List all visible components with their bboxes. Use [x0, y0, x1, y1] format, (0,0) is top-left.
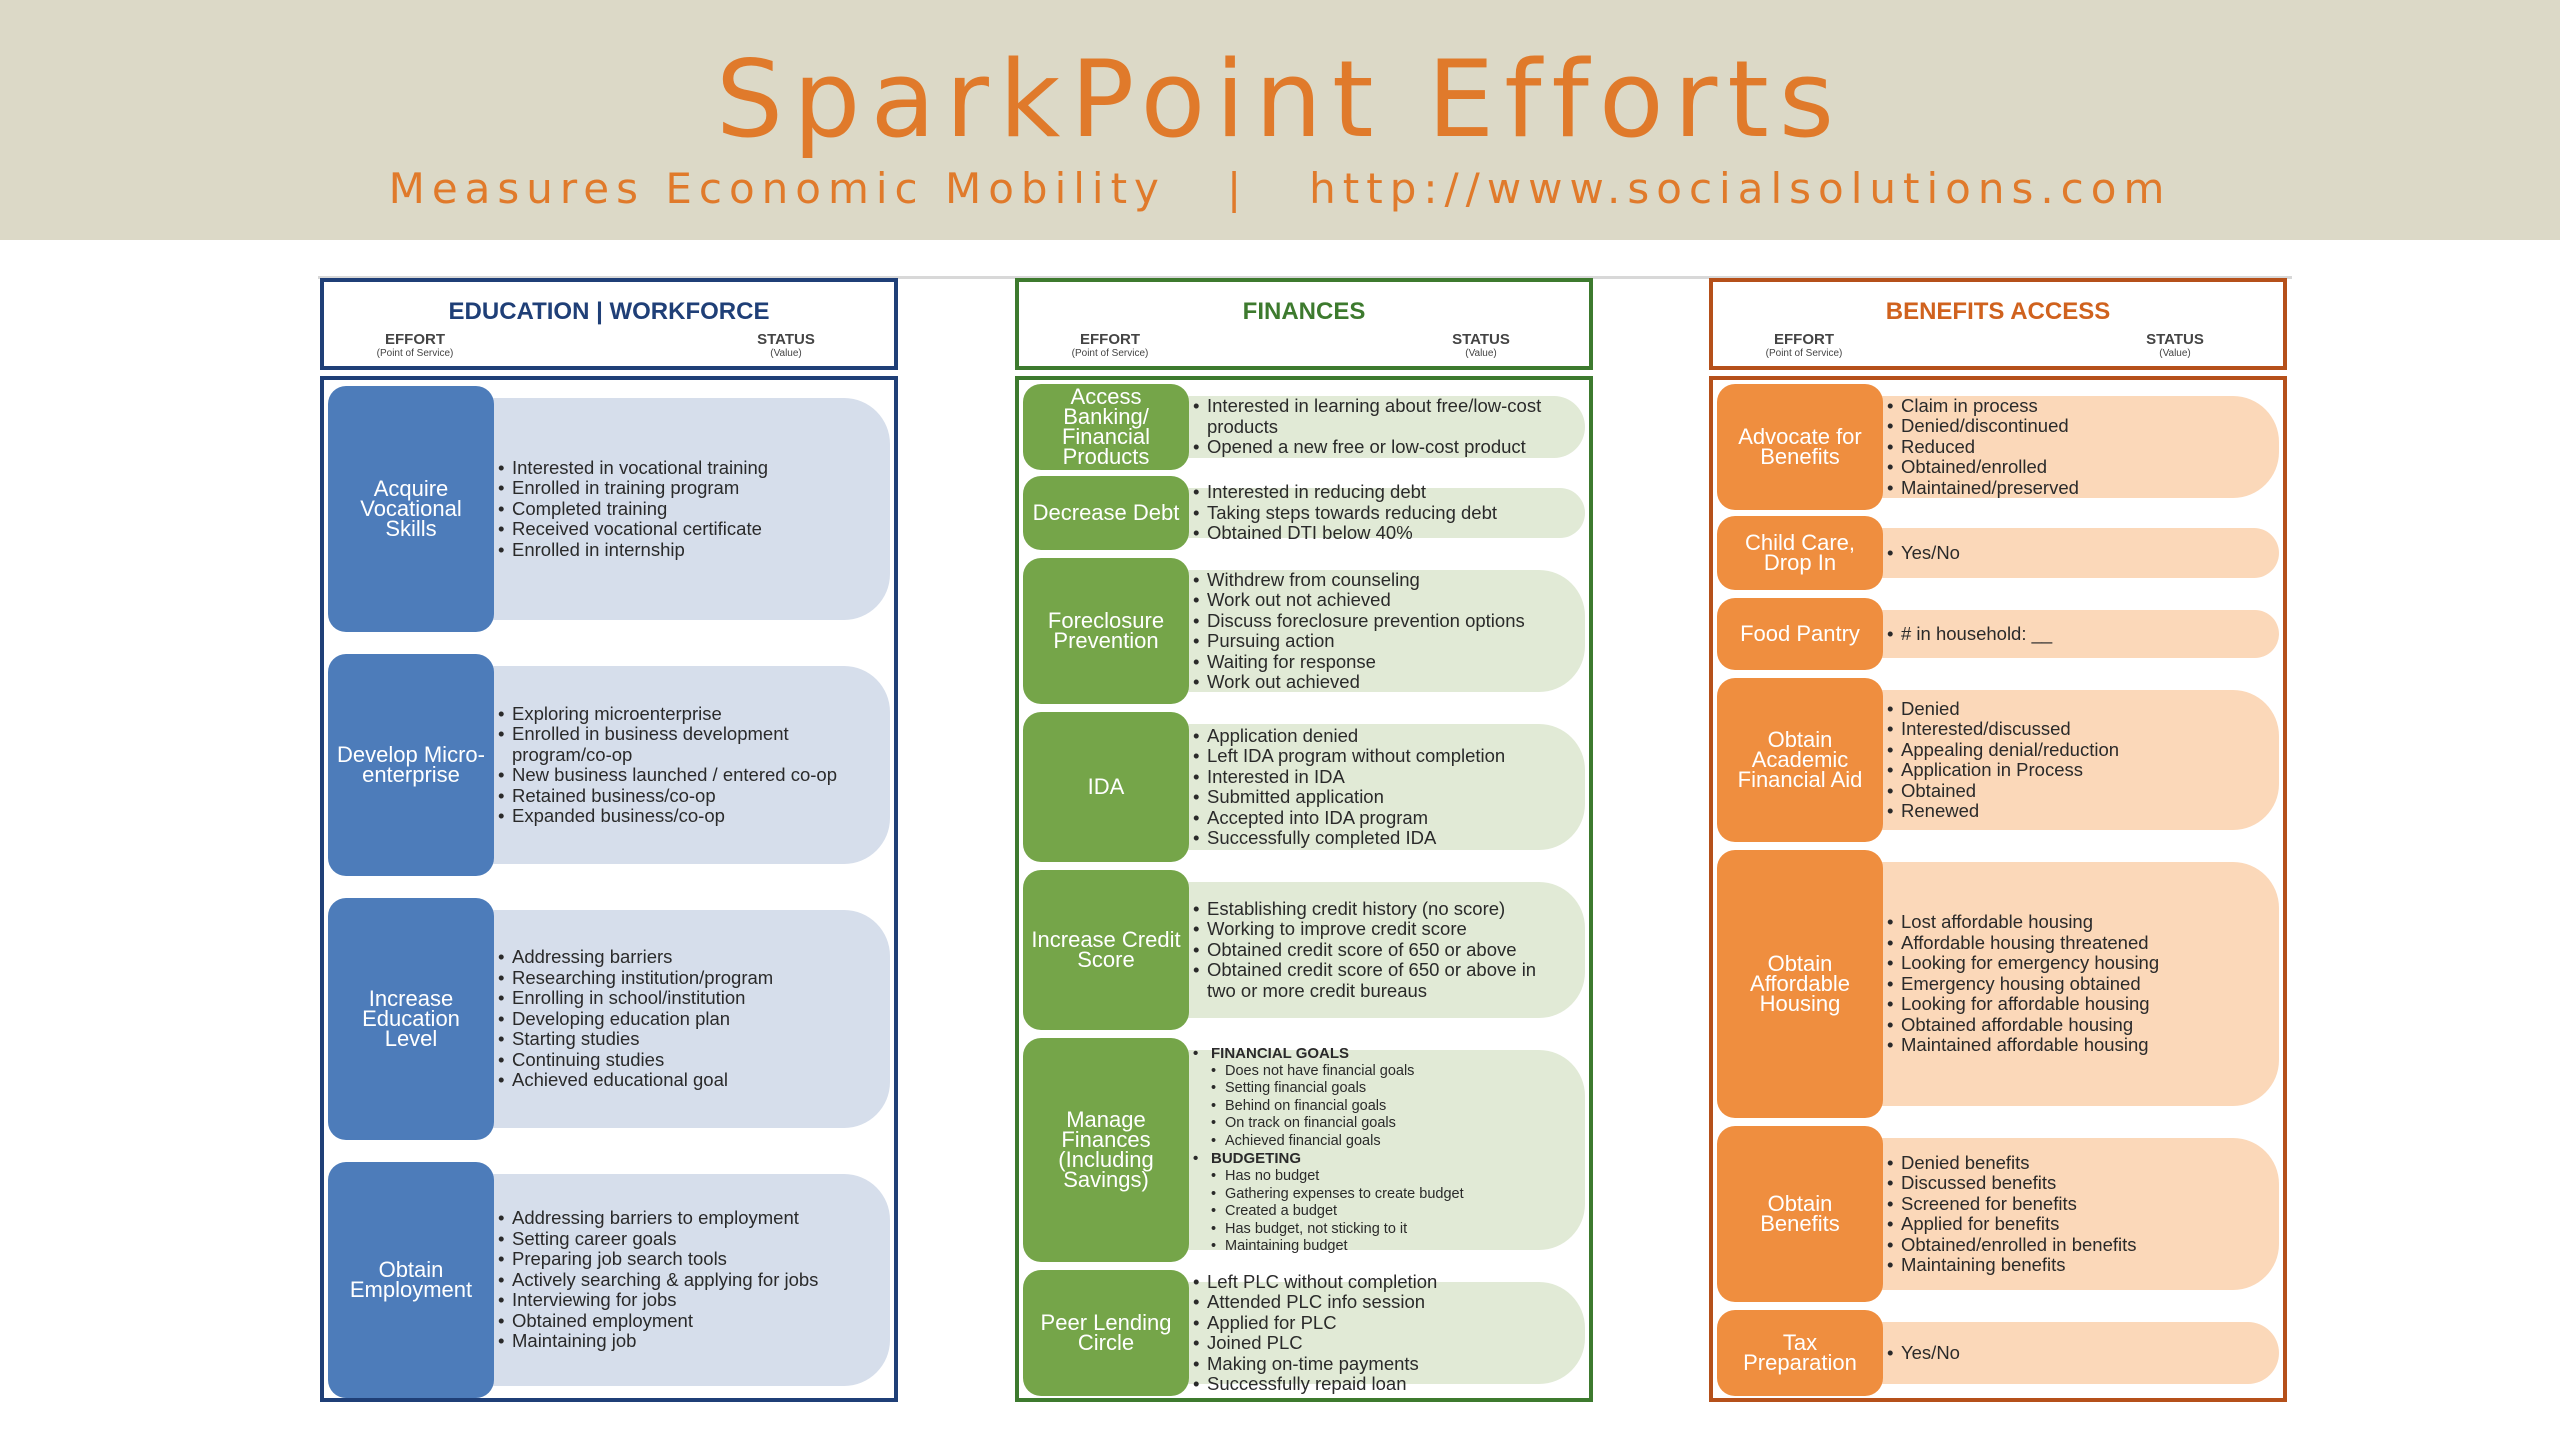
status-item: • Looking for affordable housing — [1887, 994, 2159, 1015]
status-item: • Attended PLC info session — [1193, 1292, 1437, 1313]
status-header — [1421, 332, 1541, 360]
status-sub-item: • Created a budget — [1193, 1203, 1464, 1221]
column-header — [320, 278, 898, 370]
effort-row — [1019, 710, 1589, 864]
status-item: • Successfully completed IDA — [1193, 828, 1505, 849]
status-item: • Addressing barriers — [498, 947, 773, 968]
status-item: • Application denied — [1193, 726, 1505, 747]
status-list — [1887, 624, 2052, 645]
status-item: • Maintained affordable housing — [1887, 1035, 2159, 1056]
status-item: • Accepted into IDA program — [1193, 808, 1505, 829]
status-header-label: STATUS — [757, 331, 815, 348]
status-item: • Taking steps towards reducing debt — [1193, 503, 1497, 524]
status-list — [1887, 1343, 1960, 1364]
status-item: • Maintaining benefits — [1887, 1255, 2137, 1276]
status-box — [1869, 528, 2279, 578]
status-box — [480, 910, 890, 1128]
status-item: • Obtained/enrolled — [1887, 457, 2079, 478]
status-sub-item: • Does not have financial goals — [1193, 1063, 1464, 1081]
effort-header-label: EFFORT — [1774, 331, 1834, 348]
status-box — [1175, 481, 1585, 544]
effort-header — [1729, 332, 1879, 360]
effort-header-sub: (Point of Service) — [1765, 348, 1843, 359]
effort-label: Increase Credit Score — [1023, 870, 1189, 1030]
status-list — [1193, 396, 1569, 458]
status-list — [498, 947, 773, 1091]
status-sub-item: • Gathering expenses to create budget — [1193, 1186, 1464, 1204]
status-header-sub: (Value) — [2159, 348, 2191, 359]
status-item: • Obtained — [1887, 781, 2119, 802]
status-item: • Interviewing for jobs — [498, 1290, 818, 1311]
status-item: • Obtained affordable housing — [1887, 1015, 2159, 1036]
status-sub-item: • Achieved financial goals — [1193, 1133, 1464, 1151]
effort-label: Child Care, Drop In — [1717, 516, 1883, 590]
status-item: • Work out not achieved — [1193, 590, 1525, 611]
status-item: • Expanded business/co-op — [498, 806, 874, 827]
status-item: • Addressing barriers to employment — [498, 1208, 818, 1229]
status-item: • # in household: __ — [1887, 624, 2052, 645]
effort-label: Advocate for Benefits — [1717, 384, 1883, 510]
status-list — [1193, 482, 1497, 544]
status-item: • New business launched / entered co-op — [498, 765, 874, 786]
status-item: • Setting career goals — [498, 1229, 818, 1250]
status-item: • Lost affordable housing — [1887, 912, 2159, 933]
effort-row — [1713, 514, 2283, 592]
status-box — [1175, 1270, 1585, 1394]
status-item: • Denied/discontinued — [1887, 416, 2079, 437]
status-item: • Obtained/enrolled in benefits — [1887, 1235, 2137, 1256]
status-item: • Maintaining job — [498, 1331, 818, 1352]
status-item: • Withdrew from counseling — [1193, 570, 1525, 591]
effort-row — [1019, 382, 1589, 472]
status-item: • Claim in process — [1887, 396, 2079, 417]
status-item: • Successfully repaid loan — [1193, 1374, 1437, 1395]
effort-header — [1035, 332, 1185, 360]
effort-header-sub: (Point of Service) — [376, 348, 454, 359]
effort-label: Obtain Academic Financial Aid — [1717, 678, 1883, 842]
effort-label: Peer Lending Circle — [1023, 1270, 1189, 1396]
effort-label: Obtain Employment — [328, 1162, 494, 1398]
effort-label: Decrease Debt — [1023, 476, 1189, 550]
status-item: • Enrolled in business development program/co-op — [498, 724, 874, 765]
effort-label: Foreclosure Prevention — [1023, 558, 1189, 704]
status-item: • Application in Process — [1887, 760, 2119, 781]
status-item: • Received vocational certificate — [498, 519, 768, 540]
status-item: • Discuss foreclosure prevention options — [1193, 611, 1525, 632]
status-box — [1869, 1322, 2279, 1384]
status-item: • Waiting for response — [1193, 652, 1525, 673]
status-list — [1887, 912, 2159, 1056]
status-item: • Yes/No — [1887, 1343, 1960, 1364]
column-title: EDUCATION | WORKFORCE — [448, 298, 770, 325]
status-item: • Interested in vocational training — [498, 458, 768, 479]
effort-row — [1019, 868, 1589, 1032]
status-box — [1175, 570, 1585, 692]
status-item: • Interested in reducing debt — [1193, 482, 1497, 503]
status-box — [1869, 610, 2279, 658]
column-title: BENEFITS ACCESS — [1885, 298, 2111, 325]
status-item: • Work out achieved — [1193, 672, 1525, 693]
status-box — [480, 666, 890, 864]
status-sub-item: • Maintaining budget — [1193, 1238, 1464, 1256]
status-item: • Renewed — [1887, 801, 2119, 822]
effort-header-sub: (Point of Service) — [1071, 348, 1149, 359]
status-item: • Opened a new free or low-cost product — [1193, 437, 1569, 458]
status-group-heading: • FINANCIAL GOALS — [1193, 1045, 1464, 1063]
status-box — [480, 1174, 890, 1386]
status-box — [1175, 882, 1585, 1018]
status-list — [1193, 1272, 1437, 1395]
status-item: • Working to improve credit score — [1193, 919, 1569, 940]
status-item: • Obtained credit score of 650 or above — [1193, 940, 1569, 961]
effort-label: Obtain Affordable Housing — [1717, 850, 1883, 1118]
status-item: • Enrolling in school/institution — [498, 988, 773, 1009]
column-body — [320, 376, 898, 1402]
status-item: • Achieved educational goal — [498, 1070, 773, 1091]
effort-row — [1713, 382, 2283, 512]
column-header — [1709, 278, 2287, 370]
effort-row — [1019, 1036, 1589, 1264]
effort-row — [1019, 1268, 1589, 1398]
status-item: • Submitted application — [1193, 787, 1505, 808]
effort-label: Increase Education Level — [328, 898, 494, 1140]
column-benefits-access — [1709, 278, 2287, 1402]
status-sub-item: • Setting financial goals — [1193, 1080, 1464, 1098]
status-item: • Actively searching & applying for jobs — [498, 1270, 818, 1291]
status-item: • Appealing denial/reduction — [1887, 740, 2119, 761]
status-item: • Researching institution/program — [498, 968, 773, 989]
status-header-label: STATUS — [1452, 331, 1510, 348]
status-item: • Obtained employment — [498, 1311, 818, 1332]
status-item: • Maintained/preserved — [1887, 478, 2079, 499]
effort-row — [1019, 474, 1589, 552]
effort-row — [324, 652, 894, 878]
status-list — [1887, 1153, 2137, 1276]
status-box — [1175, 396, 1585, 458]
status-list — [498, 458, 768, 561]
effort-label: Obtain Benefits — [1717, 1126, 1883, 1302]
effort-label: Access Banking/ Financial Products — [1023, 384, 1189, 470]
status-box — [480, 398, 890, 620]
header-banner — [0, 0, 2560, 240]
status-sub-item: • Behind on financial goals — [1193, 1098, 1464, 1116]
status-item: • Applied for PLC — [1193, 1313, 1437, 1334]
status-item: • Applied for benefits — [1887, 1214, 2137, 1235]
status-item: • Continuing studies — [498, 1050, 773, 1071]
status-item: • Developing education plan — [498, 1009, 773, 1030]
status-list — [498, 1208, 818, 1352]
status-item: • Starting studies — [498, 1029, 773, 1050]
status-item: • Enrolled in training program — [498, 478, 768, 499]
status-list — [1887, 396, 2079, 499]
status-item: • Looking for emergency housing — [1887, 953, 2159, 974]
status-header-sub: (Value) — [770, 348, 802, 359]
status-item: • Interested in learning about free/low-cost products — [1193, 396, 1569, 437]
status-item: • Interested/discussed — [1887, 719, 2119, 740]
status-item: • Interested in IDA — [1193, 767, 1505, 788]
status-box — [1869, 690, 2279, 830]
status-sub-item: • Has budget, not sticking to it — [1193, 1221, 1464, 1239]
effort-row — [1713, 848, 2283, 1120]
status-item: • Discussed benefits — [1887, 1173, 2137, 1194]
status-item: • Exploring microenterprise — [498, 704, 874, 725]
effort-row — [1713, 1124, 2283, 1304]
status-item: • Denied — [1887, 699, 2119, 720]
status-item: • Screened for benefits — [1887, 1194, 2137, 1215]
status-list — [1193, 1045, 1464, 1256]
column-title: FINANCES — [1242, 298, 1366, 325]
status-list — [498, 704, 874, 827]
effort-label: IDA — [1023, 712, 1189, 862]
column-body — [1015, 376, 1593, 1402]
status-list — [1193, 570, 1525, 693]
effort-row — [324, 1160, 894, 1400]
status-box — [1175, 724, 1585, 850]
effort-row — [324, 896, 894, 1142]
status-sub-item: • Has no budget — [1193, 1168, 1464, 1186]
status-box — [1175, 1044, 1585, 1254]
column-finances — [1015, 278, 1593, 1402]
effort-label: Acquire Vocational Skills — [328, 386, 494, 632]
effort-row — [1019, 556, 1589, 706]
status-item: • Denied benefits — [1887, 1153, 2137, 1174]
effort-row — [1713, 596, 2283, 672]
status-item: • Yes/No — [1887, 543, 1960, 564]
status-header-label: STATUS — [2146, 331, 2204, 348]
status-item: • Retained business/co-op — [498, 786, 874, 807]
page-title: SparkPoint Efforts — [715, 38, 1845, 161]
effort-label: Tax Preparation — [1717, 1310, 1883, 1396]
page-subtitle: Measures Economic Mobility | http://www.socialsolutions.com — [388, 164, 2172, 213]
status-list — [1193, 726, 1505, 849]
effort-row — [1713, 676, 2283, 844]
status-list — [1193, 899, 1569, 1002]
effort-header-label: EFFORT — [385, 331, 445, 348]
column-header — [1015, 278, 1593, 370]
status-item: • Reduced — [1887, 437, 2079, 458]
status-item: • Emergency housing obtained — [1887, 974, 2159, 995]
column-body — [1709, 376, 2287, 1402]
status-item: • Pursuing action — [1193, 631, 1525, 652]
status-box — [1869, 862, 2279, 1106]
column-education-workforce — [320, 278, 898, 1402]
status-header — [2115, 332, 2235, 360]
status-header-sub: (Value) — [1465, 348, 1497, 359]
effort-label: Develop Micro-enterprise — [328, 654, 494, 876]
status-item: • Left PLC without completion — [1193, 1272, 1437, 1293]
status-item: • Obtained DTI below 40% — [1193, 523, 1497, 544]
status-box — [1869, 1138, 2279, 1290]
status-box — [1869, 396, 2279, 498]
status-item: • Left IDA program without completion — [1193, 746, 1505, 767]
status-group-heading: • BUDGETING — [1193, 1150, 1464, 1168]
effort-header-label: EFFORT — [1080, 331, 1140, 348]
status-item: • Completed training — [498, 499, 768, 520]
status-list — [1887, 699, 2119, 822]
status-item: • Making on-time payments — [1193, 1354, 1437, 1375]
status-header — [726, 332, 846, 360]
effort-label: Manage Finances (Including Savings) — [1023, 1038, 1189, 1262]
status-item: • Joined PLC — [1193, 1333, 1437, 1354]
status-item: • Establishing credit history (no score) — [1193, 899, 1569, 920]
effort-row — [1713, 1308, 2283, 1398]
status-item: • Preparing job search tools — [498, 1249, 818, 1270]
status-item: • Obtained credit score of 650 or above in two or more credit bureaus — [1193, 960, 1569, 1001]
effort-label: Food Pantry — [1717, 598, 1883, 670]
status-item: • Enrolled in internship — [498, 540, 768, 561]
status-list — [1887, 543, 1960, 564]
effort-row — [324, 384, 894, 634]
status-item: • Affordable housing threatened — [1887, 933, 2159, 954]
effort-header — [340, 332, 490, 360]
status-sub-item: • On track on financial goals — [1193, 1115, 1464, 1133]
